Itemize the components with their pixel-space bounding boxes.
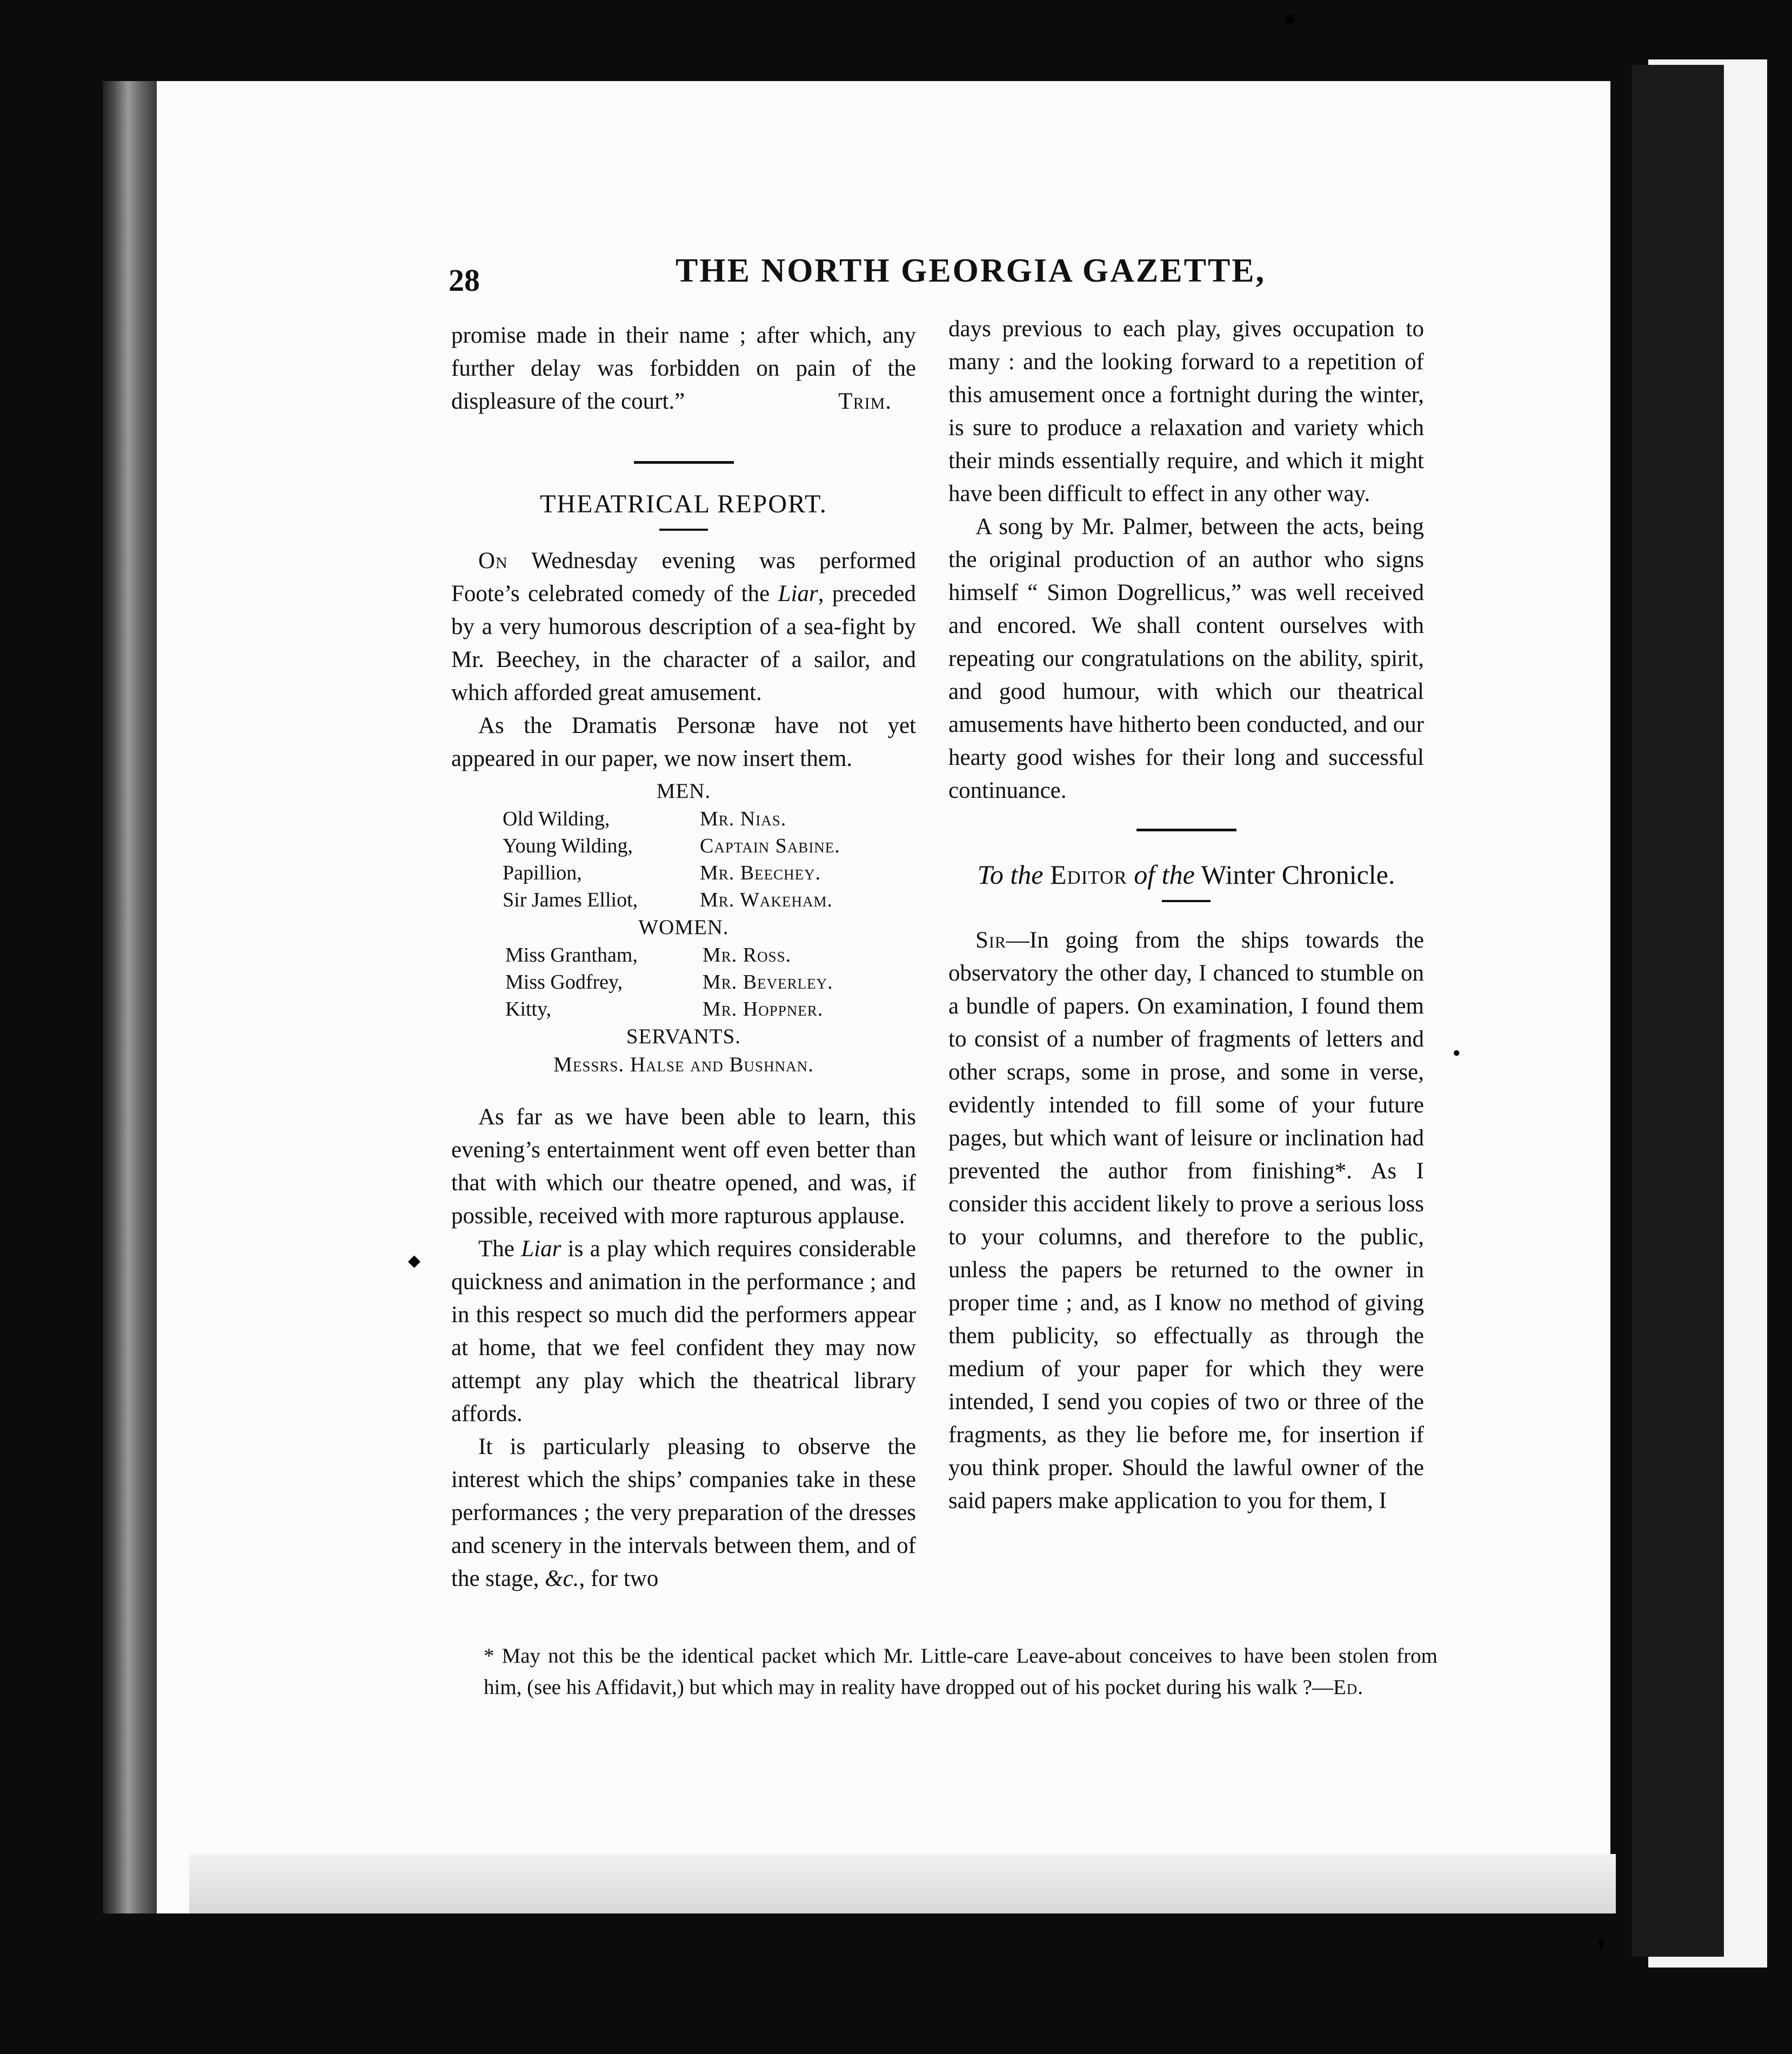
page-bottom-edge	[189, 1854, 1616, 1913]
cast-row	[503, 859, 840, 886]
cast-row	[505, 996, 833, 1023]
scan-speck: ◆	[408, 1252, 421, 1270]
heading-part: of the	[1134, 859, 1195, 890]
paragraph-text: —In going from the ships towards the observatory the other day, I chanced to stumble on a bundle of papers. On examination, I found them to consist of a number of fragments of letters and other scraps, some in prose, and some in verse, evidently intended to fill some of your future pages, but which want of leisure or inclination had prevented the author from finishing*. As I consider this accident likely to prove a serious loss to your columns, and therefore to the public, unless the papers be returned to the owner in proper time ; and, as I know no method of giving them publicity, so effectually as through the medium of your paper for which they were intended, I send you copies of two or three of the fragments, as they lie before me, for insertion if you think proper. Should the lawful owner of the said papers make application to you for them, I	[948, 928, 1424, 1513]
page-number: 28	[449, 263, 480, 298]
actor-name: Mr. Beverley.	[703, 971, 833, 993]
play-title: Liar	[521, 1236, 561, 1262]
cast-row	[505, 942, 833, 969]
role-name: Miss Godfrey,	[505, 971, 623, 993]
section-divider	[634, 461, 734, 464]
section-divider	[1136, 829, 1236, 831]
heading-part: To the	[977, 859, 1044, 890]
actor-name: Mr. Hoppner.	[703, 998, 824, 1021]
drop-word: On	[478, 548, 508, 573]
cast-list-women	[505, 942, 833, 1023]
paragraph-text: Wednesday evening was performed Foote’s celebrated comedy of the	[451, 548, 916, 606]
cast-heading-men: MEN.	[656, 779, 711, 803]
role-name: Young Wilding,	[503, 835, 633, 857]
cast-row	[503, 886, 840, 913]
footnote-signature: Ed.	[1333, 1676, 1364, 1699]
footnote	[484, 1640, 1437, 1703]
paragraph-text: The	[478, 1236, 521, 1262]
scan-speck: ●	[1453, 1046, 1461, 1060]
role-name: Sir James Elliot,	[503, 889, 638, 911]
servants-list: Messrs. Halse and Bushnan.	[553, 1053, 814, 1076]
paragraph-text: It is particularly pleasing to observe the interest which the ships’ companies take in these performances ; the very preparation of the dresses and scenery in the intervals between them, and of the stage,	[451, 1434, 916, 1591]
article-paragraph: As far as we have been able to learn, this evening’s entertainment went off even better than that with which our theatre opened, and was, if possible, received with more rapturous applause.	[451, 1104, 916, 1229]
salutation: Sir	[975, 928, 1006, 953]
letter-paragraph	[948, 924, 1424, 1517]
page-title: THE NORTH GEORGIA GAZETTE,	[676, 252, 1266, 289]
cast-heading-women: WOMEN.	[638, 916, 729, 939]
paragraph-text: is a play which requires considerable quickness and animation in the performance ; and in this respect so much did the performers appear at home, that we feel confident they may now attempt any play which the theatrical library affords.	[451, 1236, 916, 1426]
etc-abbreviation: &c.	[545, 1566, 579, 1591]
article-paragraph: days previous to each play, gives occupation to many : and the looking forward to a repetition of this amusement once a fortnight during the winter, is sure to produce a relaxation and variety which their minds essentially require, and which it might have been difficult to effect in any other way.	[948, 316, 1424, 506]
gutter-shadow	[1632, 65, 1724, 1957]
right-column	[948, 312, 1424, 1517]
role-name: Papillion,	[503, 862, 582, 884]
book-spine	[103, 81, 159, 1913]
paragraph-text: , preceded by a very humorous description of a sea-fight by Mr. Beechey, in the character of a sailor, and which afforded great amusement.	[451, 581, 916, 705]
article-paragraph	[451, 1232, 916, 1430]
role-name: Miss Grantham,	[505, 944, 638, 966]
heading-part: Editor	[1049, 859, 1127, 890]
paragraph-text: , for two	[579, 1566, 659, 1591]
actor-name: Mr. Wakeham.	[700, 889, 833, 911]
cast-list-men	[503, 805, 840, 913]
left-column	[451, 319, 916, 1595]
actor-name: Mr. Nias.	[700, 808, 787, 830]
intro-text: promise made in their name ; after which, any further delay was forbidden on pain of the displeasure of the court.”	[451, 323, 916, 414]
cast-row	[503, 832, 840, 859]
cast-row	[503, 805, 840, 832]
cast-heading-servants: SERVANTS.	[626, 1025, 741, 1048]
role-name: Old Wilding,	[503, 808, 610, 830]
footnote-text: * May not this be the identical packet which Mr. Little-care Leave-about conceives to have been stolen from him, (see his Affidavit,) but which may in reality have dropped out of his pocket during his walk ?—	[484, 1644, 1437, 1699]
heading-part: Winter Chronicle.	[1201, 859, 1395, 890]
actor-name: Mr. Beechey.	[700, 862, 821, 884]
intro-paragraph	[451, 319, 916, 418]
title-underline	[659, 529, 708, 531]
article-paragraph	[451, 1430, 916, 1595]
letter-heading	[948, 856, 1424, 893]
role-name: Kitty,	[505, 998, 552, 1021]
intro-signature: Trim.	[838, 389, 892, 414]
article-paragraph: As the Dramatis Personæ have not yet appeared in our paper, we now insert them.	[451, 713, 916, 771]
actor-name: Captain Sabine.	[700, 835, 840, 857]
article-paragraph: A song by Mr. Palmer, between the acts, being the original production of an author who signs himself “ Simon Dogrellicus,” was well received and encored. We shall content ourselves with repeating our congratulations on the ability, spirit, and good humour, with which our theatrical amusements have hitherto been conducted, and our hearty good wishes for their long and successful continuance.	[948, 514, 1425, 803]
heading-underline	[1162, 900, 1211, 902]
cast-row	[505, 969, 833, 996]
play-title: Liar	[778, 581, 818, 606]
scan-speck: ❜	[1597, 1936, 1606, 1966]
scan-speck: ●	[1283, 6, 1297, 30]
actor-name: Mr. Ross.	[703, 944, 792, 966]
article-paragraph	[451, 544, 916, 709]
section-title: THEATRICAL REPORT.	[540, 490, 827, 518]
